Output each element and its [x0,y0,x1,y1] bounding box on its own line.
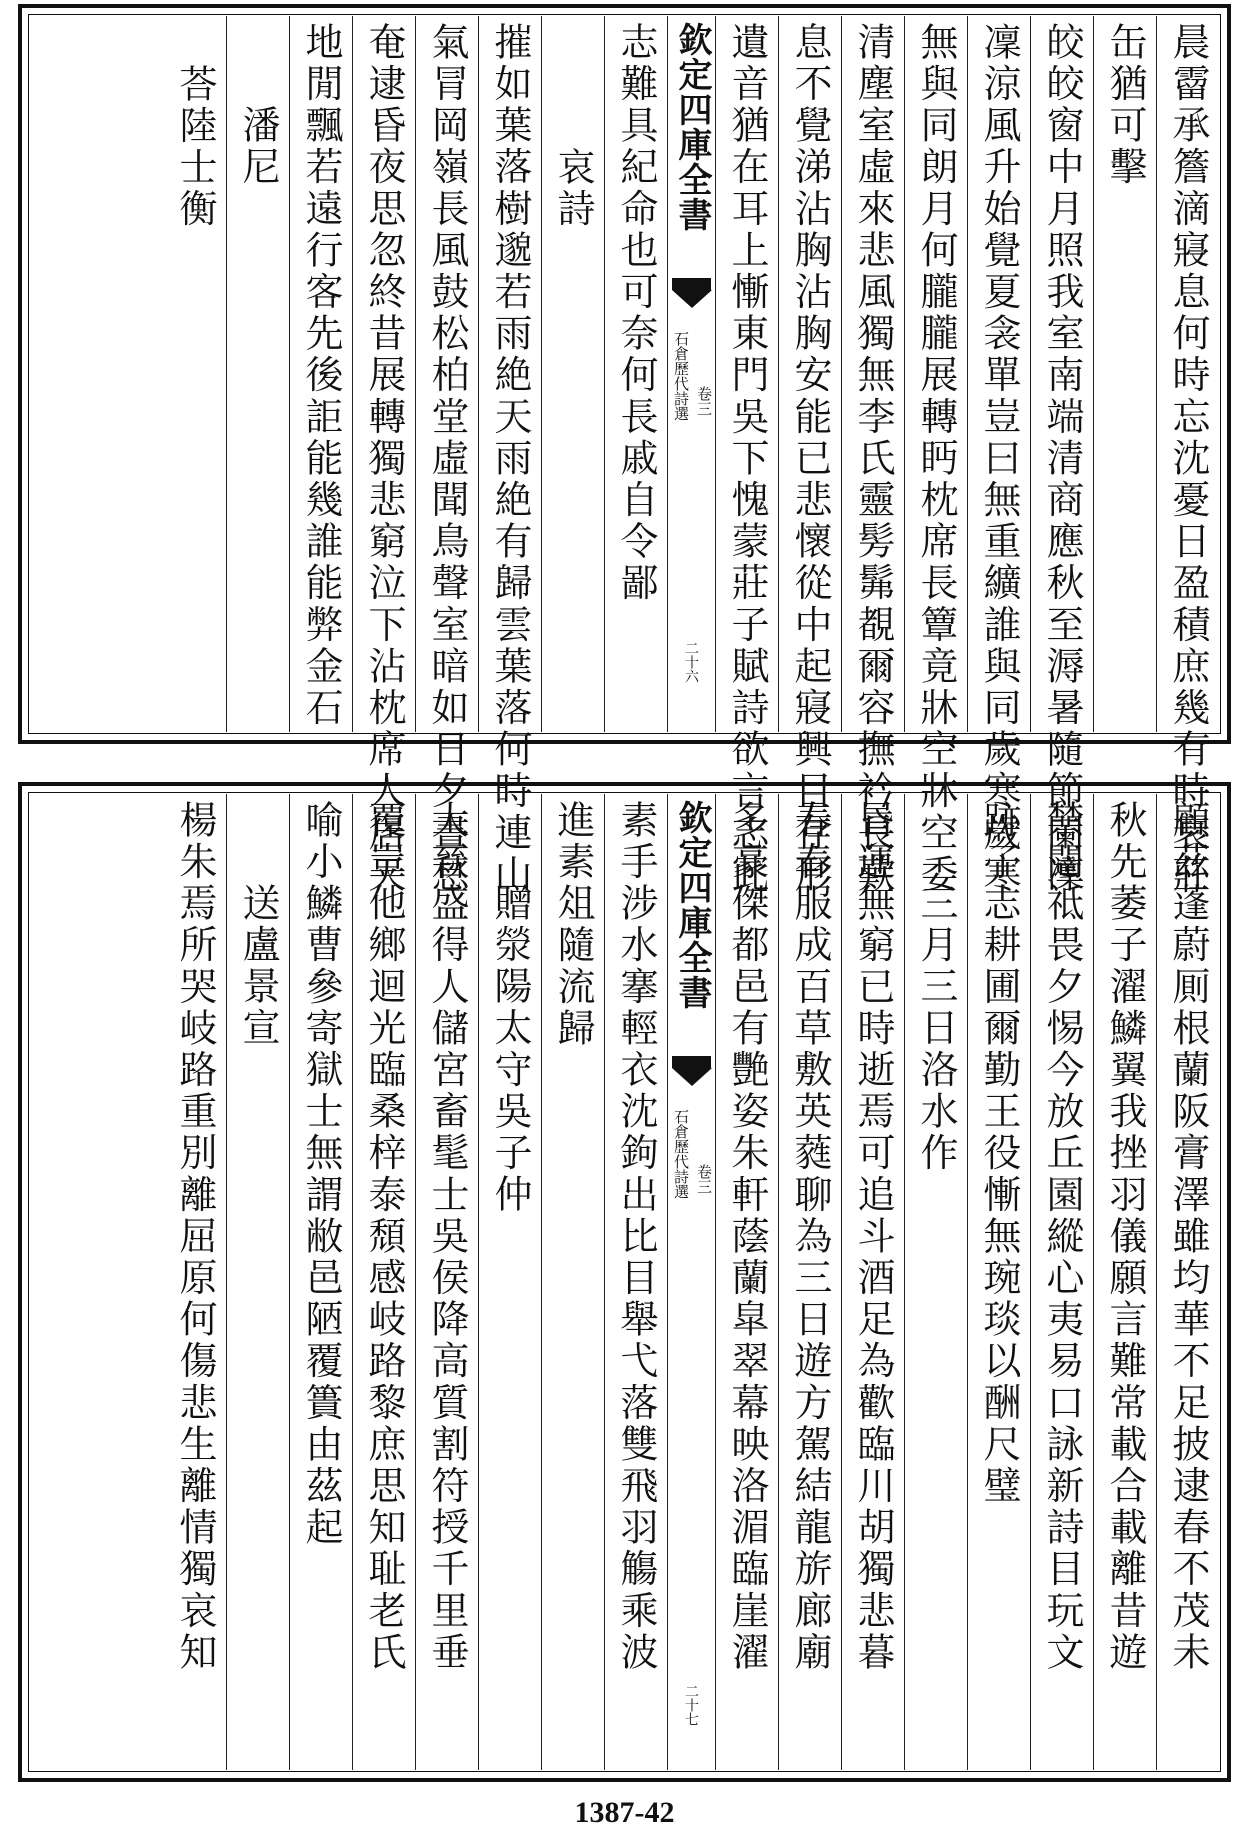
column-text: 清塵室虛來悲風獨無李氏靈髣髴覩爾容撫衿長歎 [851,22,895,896]
column-text: 遺音猶在耳上慚東門吳下愧蒙莊子賦詩欲言志此 [725,22,769,896]
top-text-column [163,16,226,732]
column-text: 昬運無窮已時逝焉可追斗酒足為歡臨川胡獨悲暮 [851,800,895,1674]
column-text: 素手涉水搴輕衣沈鉤出比目舉弋落雙飛羽觴乘波 [614,800,658,1674]
bottom-center-banner [667,794,715,1770]
fish-tail-mark [672,278,711,314]
column-text: 志難具紀命也可奈何長戚自令鄙 [614,22,658,605]
column-text: 地閒飄若遠行客先後詎能幾誰能弊金石 [299,22,343,730]
column-text: 摧如葉落樹邈若雨絶天雨絶有歸雲葉落何時連山 [488,22,532,896]
column-text: 多豪傑都邑有艷姿朱軒蔭蘭皐翠幕映洛湄臨崖濯 [725,800,769,1674]
column-text: 氣冐岡嶺長風鼓松柏堂虛聞鳥聲室暗如日夕晝愁 [425,22,469,896]
fish-tail-mark [672,1056,711,1092]
top-text-column [841,16,904,896]
bottom-text-column [1030,794,1093,1770]
column-text: 禁闥祗畏夕惕今放丘園縱心夷易口詠新詩目玩文 [1040,800,1084,1674]
bottom-page-columns [30,794,1219,1770]
column-text: 進素俎隨流歸 [551,800,595,1050]
bottom-text-column [226,794,289,1770]
top-text-column [1093,16,1156,732]
bottom-text-column [541,794,604,1770]
column-text: 潘尼 [236,105,280,189]
column-text: 秋先萎子濯鱗翼我挫羽儀願言難常載合載離昔遊 [1103,800,1147,1674]
column-text: 三月三日洛水作 [914,883,958,1175]
bottom-text-column [478,794,541,1770]
column-text: 覆豈他鄉迴光臨桑梓泰頹感岐路黎庶思知耻老氏 [362,800,406,1674]
page-code: 1387-42 [574,1796,675,1829]
bottom-text-column [841,794,904,1770]
column-text: 顧茲蓬蔚厠根蘭阪膏澤雖均華不足披逮春不茂未 [1166,800,1210,1674]
banner-title: 欽定四庫全書 [672,800,712,1010]
column-text: 春春服成百草敷英蕤聊為三日遊方駕結龍旂廊廟 [788,800,832,1674]
column-text: 送盧景宣 [236,883,280,1050]
top-text-column [226,16,289,732]
column-text: 跡子志耕圃爾勤王役慚無琬琰以酬尺璧 [977,800,1021,1508]
column-text: 皎皎窗中月照我室南端清商應秋至溽暑隨節闌凜 [1040,22,1084,896]
bottom-text-column [289,794,352,1770]
top-page-columns [30,16,1219,896]
column-text: 贈滎陽太守吳子仲 [488,883,532,1216]
column-text: 哀詩 [551,146,595,230]
column-text: 大晉盛得人儲宮畜髦士吳侯降高質割符授千里垂 [425,800,469,1674]
top-text-column [715,16,778,896]
bottom-text-column [352,794,415,1770]
bottom-text-column [604,794,667,1770]
banner-page-number: 二十七 [683,1684,699,1726]
top-page-frame [18,4,1231,896]
banner-collection: 石倉歷代詩選 [672,331,690,421]
bottom-text-column [415,794,478,1770]
banner-page-number: 二十六 [683,641,699,683]
top-text-column [904,16,967,896]
column-text: 荅陸士衡 [173,63,217,230]
banner-volume: 卷三 [695,386,713,416]
top-text-column [478,16,541,896]
column-text: 奄逮昏夜思忽終昔展轉獨悲窮泣下沾枕席人居天 [362,22,406,896]
column-text: 楊朱焉所哭岐路重別離屈原何傷悲生離情獨哀知 [173,800,217,1674]
top-text-column [352,16,415,896]
bottom-text-column [715,794,778,1770]
top-text-column [541,16,604,732]
column-text: 喻小鱗曹參寄獄士無謂敝邑陋覆簣由茲起 [299,800,343,1549]
banner-title: 欽定四庫全書 [672,22,712,232]
bottom-page-frame [18,782,1231,1782]
column-text: 缶猶可擊 [1103,22,1147,189]
bottom-text-column [163,794,226,1770]
top-text-column [1030,16,1093,896]
top-text-column [967,16,1030,896]
banner-collection: 石倉歷代詩選 [672,1109,690,1199]
bottom-text-column [904,794,967,1770]
top-text-column [778,16,841,896]
bottom-text-column [967,794,1030,1770]
column-text: 凜涼風升始覺夏衾單豈曰無重纊誰與同歲寒歲寒 [977,22,1021,896]
top-text-column [604,16,667,732]
top-center-banner [667,16,715,732]
top-text-column [415,16,478,896]
column-text: 無與同朗月何朧朧展轉眄枕席長簟竟牀空牀空委 [914,22,958,896]
column-text: 晨霤承簷滴寢息何時忘沈憂日盈積庶幾有時衰莊 [1166,22,1210,896]
bottom-text-column [1093,794,1156,1770]
bottom-text-column [1156,794,1219,1770]
bottom-text-column [778,794,841,1770]
banner-volume: 卷三 [695,1164,713,1194]
top-text-column [289,16,352,732]
top-text-column [1156,16,1219,896]
column-text: 息不覺涕沾胸沾胸安能已悲懷從中起寢興目存形 [788,22,832,896]
